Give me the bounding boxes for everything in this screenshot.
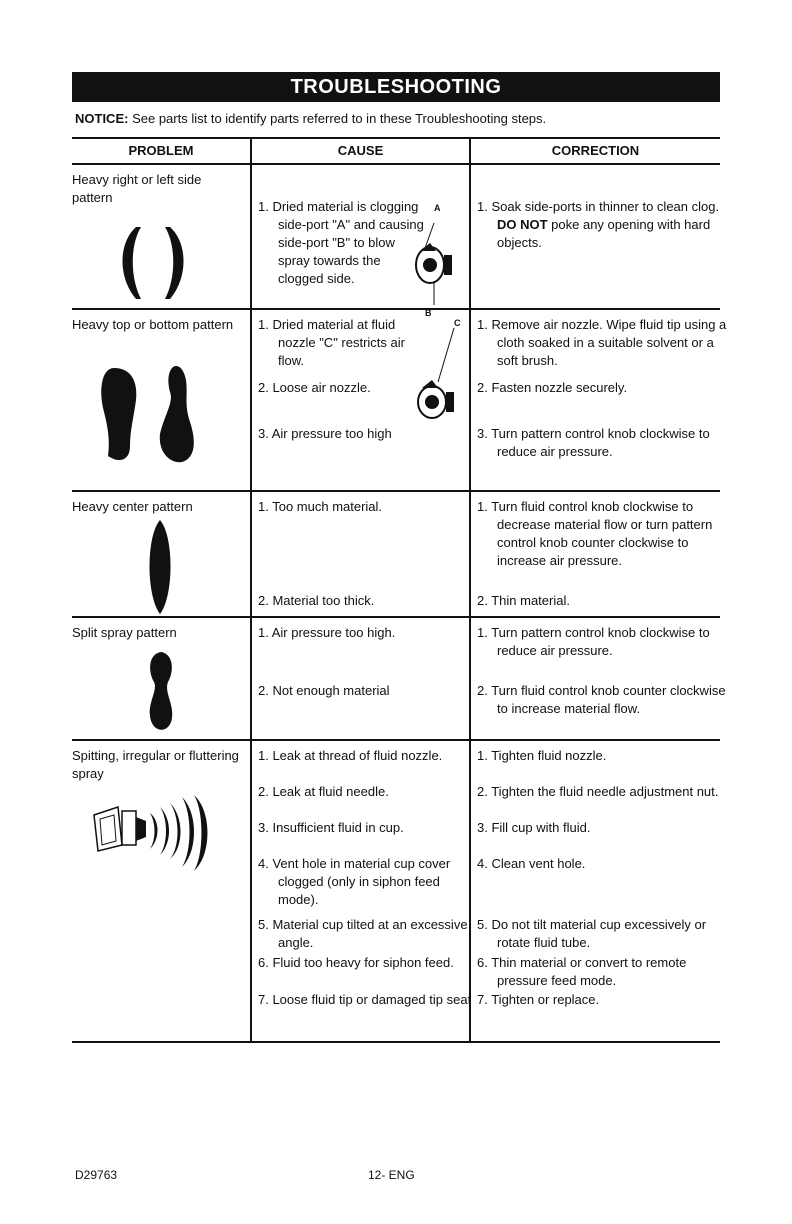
label-a: A — [434, 203, 441, 213]
cause-item: 2. Leak at fluid needle. — [258, 784, 389, 799]
correction-item: 1. Remove air nozzle. Wipe fluid tip using a cloth soaked in a suitable solvent or a soft brush. — [477, 317, 727, 368]
correction-item: 2. Tighten the fluid needle adjustment nut. — [477, 784, 719, 799]
cause-item: 1. Dried material at fluid nozzle "C" restricts air flow. — [258, 317, 405, 368]
problem-text: Split spray pattern — [72, 625, 177, 640]
correction-item: 2. Turn fluid control knob counter clockwise to increase material flow. — [477, 683, 726, 716]
problem-text: Spitting, irregular or fluttering spray — [72, 748, 239, 781]
air-nozzle-icon — [412, 324, 462, 424]
table-row — [72, 165, 720, 318]
notice — [75, 111, 546, 126]
correction-item: 6. Thin material or convert to remote pressure feed mode. — [477, 955, 687, 988]
cause-item: 7. Loose fluid tip or damaged tip seat — [258, 992, 472, 1007]
table-row — [72, 741, 720, 1043]
correction-item: 1. Turn pattern control knob clockwise to reduce air pressure. — [477, 625, 710, 658]
cause-item: 6. Fluid too heavy for siphon feed. — [258, 955, 454, 970]
correction-item: 3. Fill cup with fluid. — [477, 820, 591, 835]
cause-item: 1. Dried material is clogging side-port "A" and causing side-port "B" to blow spray towards the clogged side. — [258, 199, 424, 286]
header-cause: CAUSE — [337, 143, 384, 158]
correction-item: 2. Fasten nozzle securely. — [477, 380, 628, 395]
page-title: TROUBLESHOOTING — [72, 72, 720, 102]
split-pattern-icon — [144, 650, 178, 740]
problem-text: Heavy center pattern — [72, 499, 193, 514]
notice-label: NOTICE: — [75, 111, 129, 126]
cause-item: 2. Material too thick. — [258, 593, 375, 608]
correction-item: 7. Tighten or replace. — [477, 992, 600, 1007]
label-b: B — [425, 308, 432, 318]
problem-text: Heavy right or left side pattern — [72, 172, 202, 205]
cause-item: 4. Vent hole in material cup cover clogged (only in siphon feed mode). — [258, 856, 451, 907]
document-code: D29763 — [75, 1168, 118, 1182]
cause-item: 5. Material cup tilted at an excessive angle. — [258, 917, 468, 950]
page-number: 12- ENG — [368, 1168, 415, 1182]
correction-item: 1. Turn fluid control knob clockwise to decrease material flow or turn pattern control knob counter clockwise to increase air pressure. — [477, 499, 713, 568]
cause-item: 2. Loose air nozzle. — [258, 380, 371, 395]
correction-item: 1. Tighten fluid nozzle. — [477, 748, 607, 763]
side-pattern-icon — [108, 223, 198, 303]
correction-item: 5. Do not tilt material cup excessively or rotate fluid tube. — [477, 917, 707, 950]
problem-text: Heavy top or bottom pattern — [72, 317, 234, 332]
notice-text: See parts list to identify parts referred to in these Troubleshooting steps. — [132, 111, 547, 126]
header-problem: PROBLEM — [128, 143, 194, 158]
cause-item: 1. Too much material. — [258, 499, 383, 514]
cause-item: 3. Insufficient fluid in cup. — [258, 820, 404, 835]
cause-item: 3. Air pressure too high — [258, 426, 392, 441]
table-row — [72, 618, 726, 741]
correction-item: 4. Clean vent hole. — [477, 856, 586, 871]
top-bottom-pattern-icon — [90, 360, 210, 470]
troubleshooting-table — [72, 137, 727, 1043]
cause-item: 2. Not enough material — [258, 683, 390, 698]
table-row — [72, 492, 720, 618]
label-c: C — [454, 318, 461, 328]
cause-item: 1. Air pressure too high. — [258, 625, 396, 640]
correction-item: 1. Soak side-ports in thinner to clean clog. DO NOT poke any opening with hard objects. — [477, 199, 720, 250]
table-row — [72, 310, 727, 492]
header-correction: CORRECTION — [551, 143, 640, 158]
correction-item: 2. Thin material. — [477, 593, 570, 608]
correction-item: 3. Turn pattern control knob clockwise to reduce air pressure. — [477, 426, 710, 459]
center-pattern-icon — [142, 518, 178, 616]
air-nozzle-icon — [410, 221, 460, 311]
table-header — [72, 137, 720, 165]
fluttering-spray-icon — [90, 793, 225, 873]
cause-item: 1. Leak at thread of fluid nozzle. — [258, 748, 443, 763]
